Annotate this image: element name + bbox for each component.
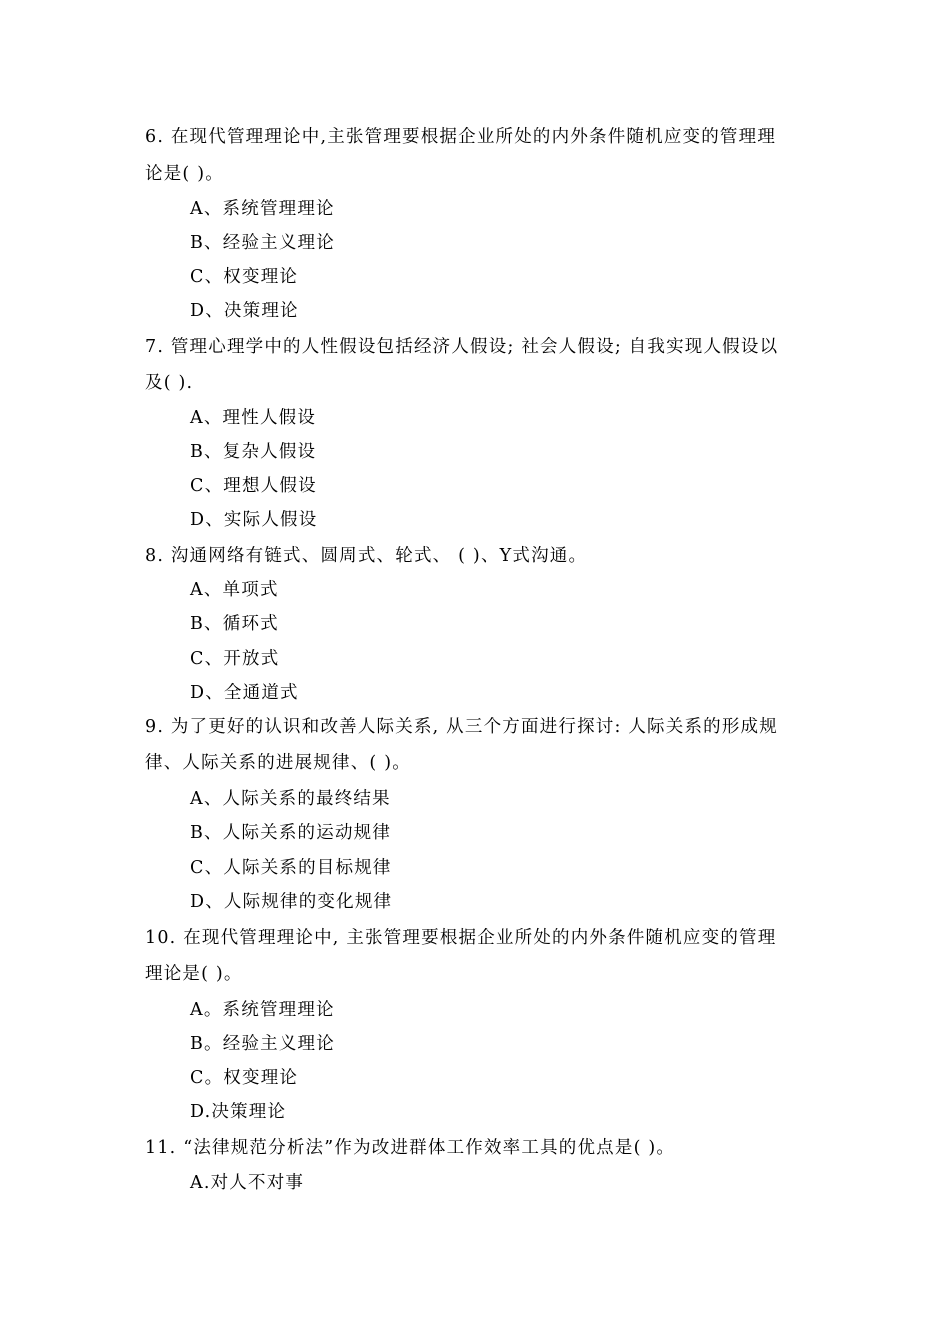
question-6-stem-line-2: 论是( )。	[145, 164, 224, 184]
question-8-option-b: B、循环式	[190, 614, 279, 634]
question-9-option-c: C、人际关系的目标规律	[190, 858, 392, 878]
question-11-option-a: A.对人不对事	[190, 1173, 305, 1193]
question-9-stem-line-1: 9. 为了更好的认识和改善人际关系, 从三个方面进行探讨: 人际关系的形成规	[145, 717, 778, 737]
question-6-option-a: A、系统管理理论	[190, 199, 335, 219]
question-7-option-c: C、理想人假设	[190, 476, 317, 496]
question-10-stem-line-2: 理论是( )。	[145, 964, 243, 984]
question-7-option-a: A、理性人假设	[190, 408, 317, 428]
question-9-option-a: A、人际关系的最终结果	[190, 789, 391, 809]
question-9-option-b: B、人际关系的运动规律	[190, 823, 392, 843]
question-6-option-d: D、决策理论	[190, 301, 299, 321]
question-10-option-b: B。经验主义理论	[190, 1034, 335, 1054]
question-6-option-b: B、经验主义理论	[190, 233, 335, 253]
question-6-option-c: C、权变理论	[190, 267, 299, 287]
question-10-stem-line-1: 10. 在现代管理理论中, 主张管理要根据企业所处的内外条件随机应变的管理	[145, 928, 777, 948]
question-8-option-a: A、单项式	[190, 580, 279, 600]
question-9-stem-line-2: 律、人际关系的进展规律、( )。	[145, 753, 411, 773]
question-11-stem-line-1: 11. “法律规范分析法”作为改进群体工作效率工具的优点是( )。	[145, 1138, 676, 1158]
question-7-option-d: D、实际人假设	[190, 510, 318, 530]
question-7-stem-line-2: 及( ).	[145, 373, 194, 393]
question-7-option-b: B、复杂人假设	[190, 442, 317, 462]
question-10-option-c: C。权变理论	[190, 1068, 299, 1088]
question-10-option-d: D.决策理论	[190, 1102, 287, 1122]
question-9-option-d: D、人际规律的变化规律	[190, 892, 393, 912]
question-10-option-a: A。系统管理理论	[190, 1000, 335, 1020]
question-8-stem-line-1: 8. 沟通网络有链式、圆周式、轮式、 ( )、Y式沟通。	[145, 546, 588, 566]
question-6-stem-line-1: 6. 在现代管理理论中,主张管理要根据企业所处的内外条件随机应变的管理理	[145, 127, 777, 147]
question-8-option-d: D、全通道式	[190, 683, 299, 703]
question-7-stem-line-1: 7. 管理心理学中的人性假设包括经济人假设; 社会人假设; 自我实现人假设以	[145, 337, 779, 357]
question-8-option-c: C、开放式	[190, 649, 280, 669]
